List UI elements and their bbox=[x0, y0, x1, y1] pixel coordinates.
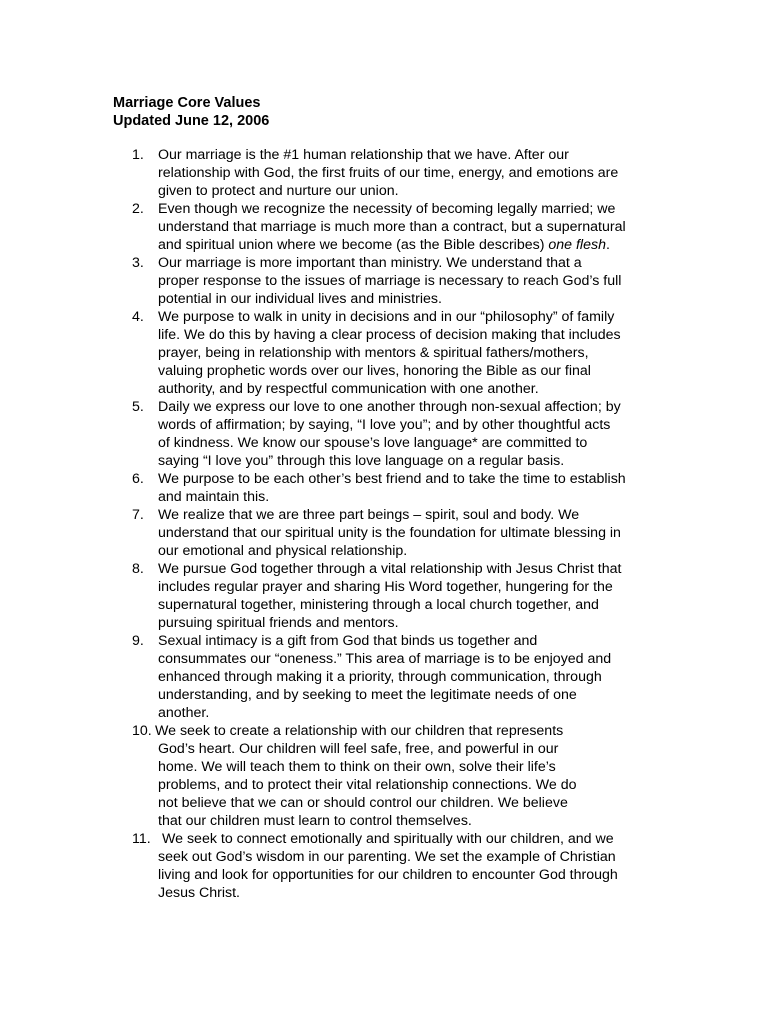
list-item-line: not believe that we can or should control our children. We believe bbox=[158, 795, 568, 811]
list-item-line: includes regular prayer and sharing His Word together, hungering for the bbox=[158, 579, 613, 595]
list-item bbox=[0, 830, 658, 902]
list-item-line-with-emphasis bbox=[158, 236, 658, 254]
list-item-line: home. We will teach them to think on their own, solve their life’s bbox=[158, 759, 556, 775]
list-item-line: Our marriage is more important than ministry. We understand that a bbox=[158, 255, 582, 271]
list-item-line: words of affirmation; by saying, “I love you”; and by other thoughtful acts bbox=[158, 417, 611, 433]
list-item bbox=[0, 308, 658, 398]
list-item bbox=[0, 254, 658, 308]
list-item-line: understand that marriage is much more than a contract, but a supernatural bbox=[158, 219, 626, 235]
list-item-line: potential in our individual lives and ministries. bbox=[158, 291, 442, 307]
core-values-list bbox=[0, 146, 768, 902]
list-item-line: We seek to connect emotionally and spiritually with our children, and we bbox=[162, 831, 614, 847]
list-item-line: and maintain this. bbox=[158, 489, 270, 505]
list-item-number: 2. bbox=[132, 201, 144, 217]
list-item-line: We seek to create a relationship with our children that represents bbox=[155, 723, 564, 739]
list-item-line: living and look for opportunities for our children to encounter God through bbox=[158, 867, 618, 883]
list-item-line: prayer, being in relationship with mentors & spiritual fathers/mothers, bbox=[158, 345, 589, 361]
list-item bbox=[0, 146, 658, 200]
list-item-number: 11. bbox=[132, 831, 151, 847]
list-item-line: Sexual intimacy is a gift from God that binds us together and bbox=[158, 633, 538, 649]
trailing-punctuation: . bbox=[605, 237, 610, 253]
document-updated-date: Updated June 12, 2006 bbox=[113, 113, 270, 129]
list-item bbox=[0, 722, 658, 830]
list-item-line: given to protect and nurture our union. bbox=[158, 183, 399, 199]
list-item-line: We purpose to walk in unity in decisions and in our “philosophy” of family bbox=[158, 309, 615, 325]
list-item-number: 7. bbox=[132, 507, 144, 523]
list-item-line: relationship with God, the first fruits of our time, energy, and emotions are bbox=[158, 165, 619, 181]
list-item-line: Even though we recognize the necessity of becoming legally married; we bbox=[158, 201, 616, 217]
list-item-number: 1. bbox=[132, 147, 144, 163]
list-item-number: 8. bbox=[132, 561, 144, 577]
list-item-number: 6. bbox=[132, 471, 144, 487]
list-item-line: valuing prophetic words over our lives, honoring the Bible as our final bbox=[158, 363, 591, 379]
list-item-line-text: and spiritual union where we become (as the Bible describes) bbox=[158, 237, 549, 253]
list-item-line: Our marriage is the #1 human relationship that we have. After our bbox=[158, 147, 569, 163]
list-item-number: 5. bbox=[132, 399, 144, 415]
list-item-line: We realize that we are three part beings – spirit, soul and body. We bbox=[158, 507, 580, 523]
list-item-line: another. bbox=[158, 705, 210, 721]
list-item-line: seek out God’s wisdom in our parenting. We set the example of Christian bbox=[158, 849, 616, 865]
list-item-line: understand that our spiritual unity is the foundation for ultimate blessing in bbox=[158, 525, 621, 541]
document-heading bbox=[113, 94, 269, 130]
list-item-line: our emotional and physical relationship. bbox=[158, 543, 408, 559]
list-item-line: We purpose to be each other’s best friend and to take the time to establish bbox=[158, 471, 626, 487]
list-item-line: life. We do this by having a clear process of decision making that includes bbox=[158, 327, 621, 343]
list-item-line: Jesus Christ. bbox=[158, 885, 240, 901]
list-item-line: that our children must learn to control themselves. bbox=[158, 813, 472, 829]
list-item-line: enhanced through making it a priority, through communication, through bbox=[158, 669, 602, 685]
list-item-line: God’s heart. Our children will feel safe, free, and powerful in our bbox=[158, 741, 559, 757]
list-item-line: of kindness. We know our spouse’s love language* are committed to bbox=[158, 435, 588, 451]
list-item bbox=[0, 200, 658, 254]
list-item bbox=[0, 560, 658, 632]
list-item-line: Daily we express our love to one another through non-sexual affection; by bbox=[158, 399, 621, 415]
list-item-number: 10. bbox=[132, 723, 152, 739]
list-item-line: consummates our “oneness.” This area of marriage is to be enjoyed and bbox=[158, 651, 612, 667]
list-item-number: 3. bbox=[132, 255, 144, 271]
list-item-line: supernatural together, ministering through a local church together, and bbox=[158, 597, 599, 613]
list-item-line: saying “I love you” through this love language on a regular basis. bbox=[158, 453, 565, 469]
list-item bbox=[0, 470, 658, 506]
emphasis-text: one flesh bbox=[548, 237, 606, 253]
list-item bbox=[0, 506, 658, 560]
list-item-line: authority, and by respectful communication with one another. bbox=[158, 381, 539, 397]
list-item-line: We pursue God together through a vital relationship with Jesus Christ that bbox=[158, 561, 622, 577]
list-item-line: proper response to the issues of marriage is necessary to reach God’s full bbox=[158, 273, 622, 289]
document-title: Marriage Core Values bbox=[113, 95, 261, 111]
list-item bbox=[0, 398, 658, 470]
list-item-line: problems, and to protect their vital relationship connections. We do bbox=[158, 777, 577, 793]
list-item-line: pursuing spiritual friends and mentors. bbox=[158, 615, 399, 631]
list-item-number: 4. bbox=[132, 309, 144, 325]
list-item-number: 9. bbox=[132, 633, 144, 649]
list-item-line: understanding, and by seeking to meet the legitimate needs of one bbox=[158, 687, 577, 703]
list-item bbox=[0, 632, 658, 722]
